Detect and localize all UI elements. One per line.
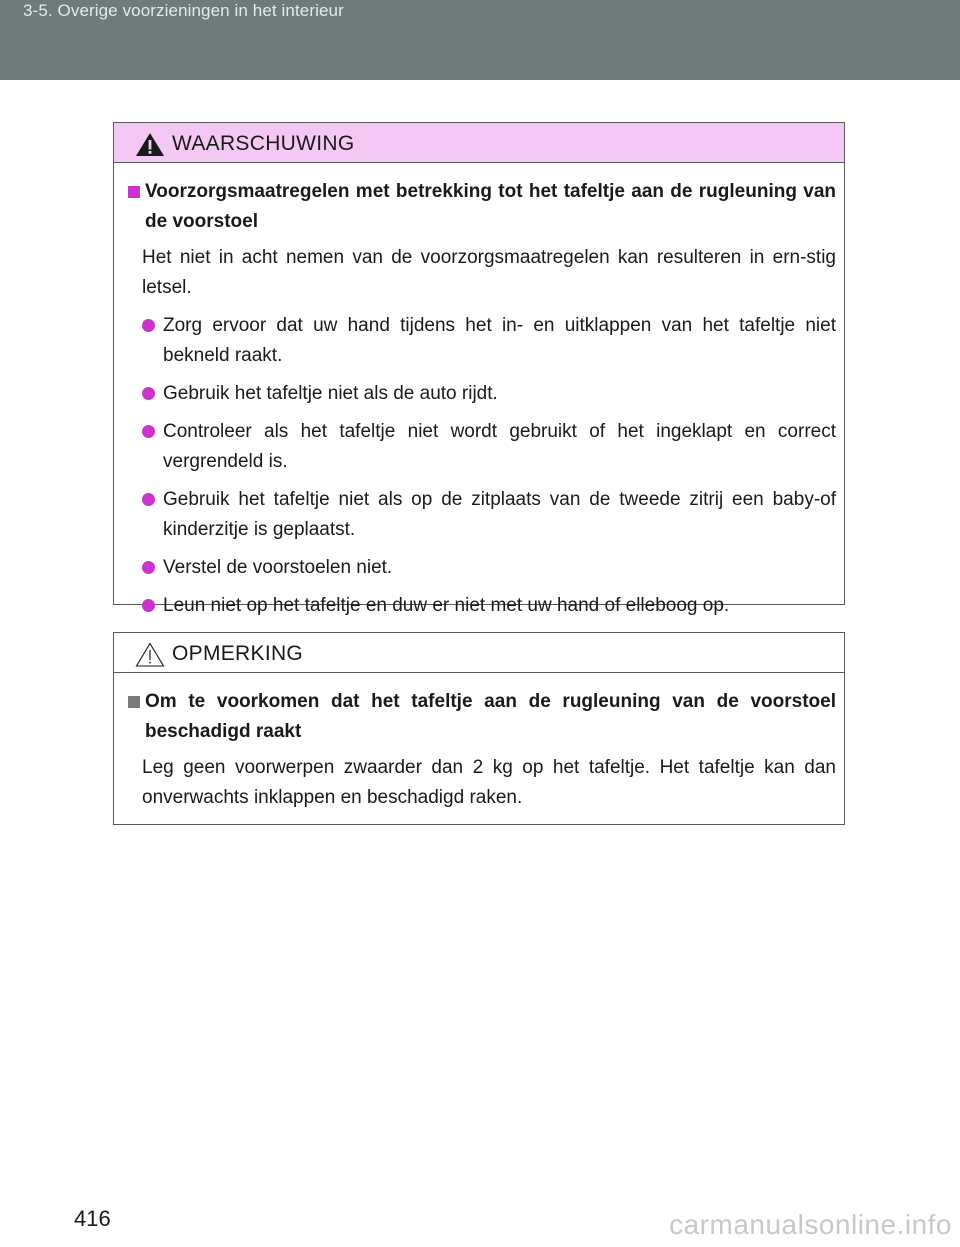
- bullet-dot-icon: [142, 319, 155, 332]
- warning-title: WAARSCHUWING: [172, 132, 355, 155]
- caution-outline-icon: [135, 642, 165, 667]
- bullet-dot-icon: [142, 387, 155, 400]
- note-section-heading: [142, 687, 836, 747]
- section-square-icon: [128, 696, 140, 708]
- warning-triangle-icon: [135, 132, 165, 157]
- list-item-text: Controleer als het tafeltje niet wordt gebruikt of het ingeklapt en correct vergrendeld is.: [163, 421, 836, 472]
- note-title: OPMERKING: [172, 642, 304, 665]
- section-square-icon: [128, 186, 140, 198]
- list-item-text: Gebruik het tafeltje niet als de auto rijdt.: [163, 383, 498, 404]
- list-item: [142, 417, 836, 477]
- list-item: [142, 485, 836, 545]
- note-text: Leg geen voorwerpen zwaarder dan 2 kg op het tafeltje. Het tafeltje kan dan onverwachts inklappen en beschadigd raken.: [142, 757, 836, 808]
- bullet-dot-icon: [142, 425, 155, 438]
- warning-body: [114, 163, 844, 621]
- warning-box: [113, 122, 845, 616]
- note-body: [114, 673, 844, 813]
- list-item: [142, 311, 836, 371]
- page-number: 416: [74, 1206, 111, 1231]
- warning-box-header: [114, 123, 844, 163]
- list-item: [142, 379, 836, 409]
- list-item: [142, 591, 836, 621]
- watermark: carmanualsonline.info: [669, 1209, 952, 1240]
- bullet-dot-icon: [142, 561, 155, 574]
- chapter-header-band: [0, 0, 960, 80]
- bullet-dot-icon: [142, 599, 155, 612]
- list-item-text: Leun niet op het tafeltje en duw er niet met uw hand of elleboog op.: [163, 595, 730, 616]
- list-item-text: Gebruik het tafeltje niet als op de zitplaats van de tweede zitrij een baby-of kinderzitje is geplaatst.: [163, 489, 836, 540]
- chapter-section-title: 3-5. Overige voorzieningen in het interieur: [23, 1, 344, 20]
- list-item-text: Verstel de voorstoelen niet.: [163, 557, 393, 578]
- warning-section-heading: [142, 177, 836, 237]
- bullet-dot-icon: [142, 493, 155, 506]
- warning-section-title: Voorzorgsmaatregelen met betrekking tot het tafeltje aan de rugleuning van de voorstoel: [145, 181, 836, 232]
- note-box: [113, 632, 845, 825]
- note-box-header: [114, 633, 844, 673]
- note-section-title: Om te voorkomen dat het tafeltje aan de rugleuning van de voorstoel beschadigd raakt: [145, 691, 836, 742]
- list-item: [142, 553, 836, 583]
- list-item-text: Zorg ervoor dat uw hand tijdens het in- en uitklappen van het tafeltje niet bekneld raakt.: [163, 315, 836, 366]
- warning-intro: Het niet in acht nemen van de voorzorgsmaatregelen kan resulteren in ern-stig letsel.: [142, 247, 836, 298]
